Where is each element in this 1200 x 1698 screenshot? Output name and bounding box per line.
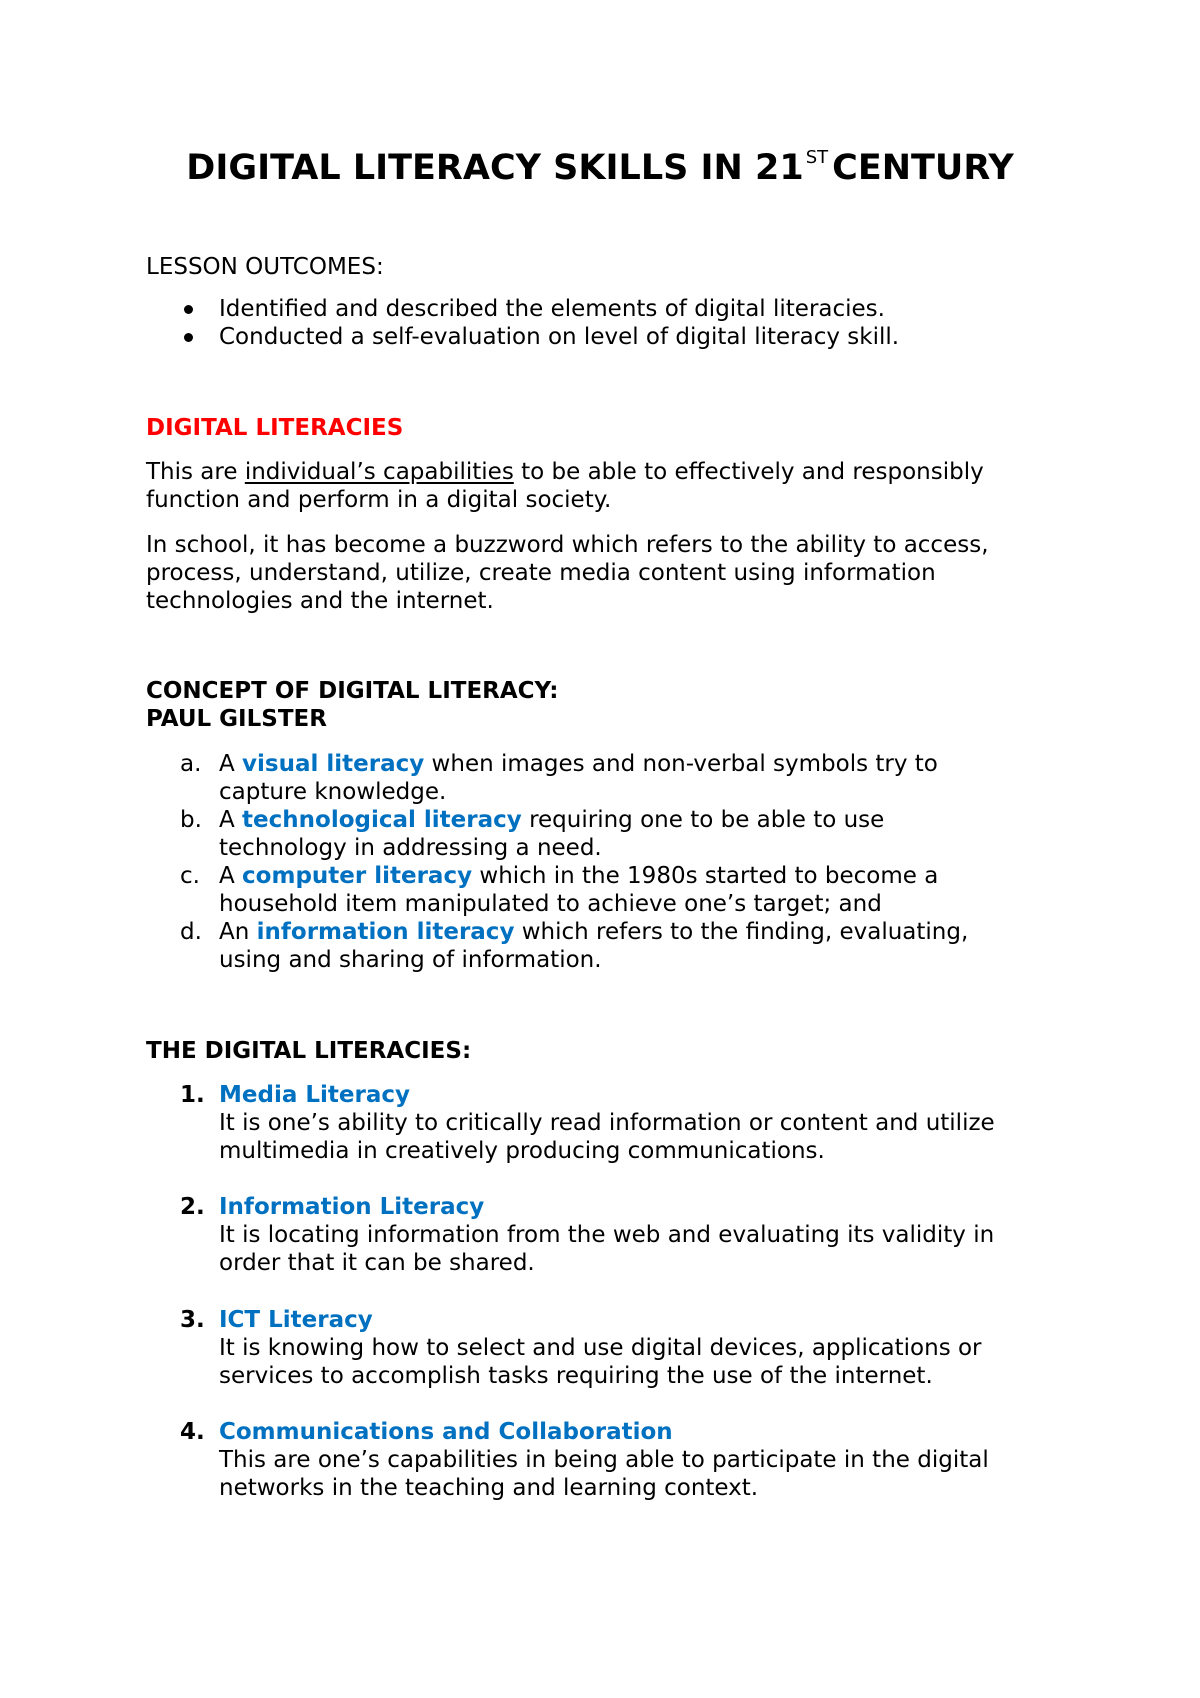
definition-post: to be able to effectively and responsibly — [513, 459, 984, 485]
concept-term: visual literacy — [242, 751, 425, 777]
outcomes-heading: LESSON OUTCOMES: — [146, 254, 384, 280]
outcome-text: Conducted a self-evaluation on level of digital literacy skill. — [219, 324, 900, 350]
concept-item-post: when images and non-verbal symbols try to — [424, 751, 938, 777]
list-marker: d. — [180, 919, 202, 945]
the-digital-literacies-heading: THE DIGITAL LITERACIES: — [146, 1038, 472, 1064]
title-tail: CENTURY — [832, 148, 1014, 188]
definition-paragraph-line2: function and perform in a digital society. — [146, 487, 612, 513]
digital-literacies-heading: DIGITAL LITERACIES — [146, 415, 404, 441]
bullet-icon — [184, 333, 193, 342]
school-paragraph-line1: In school, it has become a buzzword which refers to the ability to access, — [146, 532, 989, 558]
list-marker: 3. — [180, 1307, 205, 1333]
school-paragraph-line3: technologies and the internet. — [146, 588, 494, 614]
definition-pre: This are — [146, 459, 245, 485]
concept-item-line2: capture knowledge. — [219, 779, 447, 805]
concept-item-pre: A — [219, 807, 243, 833]
list-marker: a. — [180, 751, 202, 777]
literacy-title: ICT Literacy — [219, 1307, 373, 1333]
concept-term: computer literacy — [242, 863, 473, 889]
definition-underlined: individual’s capabilities — [244, 459, 514, 485]
bullet-icon — [184, 305, 193, 314]
literacy-description-line1: It is knowing how to select and use digital devices, applications or — [219, 1335, 982, 1361]
literacy-description-line1: It is one’s ability to critically read information or content and utilize — [219, 1110, 995, 1136]
literacy-description-line2: services to accomplish tasks requiring the use of the internet. — [219, 1363, 933, 1389]
concept-author: PAUL GILSTER — [146, 706, 327, 732]
list-marker: c. — [180, 863, 200, 889]
literacy-description-line1: It is locating information from the web and evaluating its validity in — [219, 1222, 995, 1248]
concept-item-post: which in the 1980s started to become a — [472, 863, 939, 889]
list-marker: 4. — [180, 1419, 205, 1445]
concept-item-line2: household item manipulated to achieve one’s target; and — [219, 891, 882, 917]
concept-term: technological literacy — [242, 807, 522, 833]
list-marker: 2. — [180, 1194, 205, 1220]
concept-item-pre: An — [219, 919, 257, 945]
concept-item — [219, 806, 1069, 834]
page-title — [0, 146, 1200, 196]
concept-heading: CONCEPT OF DIGITAL LITERACY: — [146, 678, 559, 704]
literacy-title: Media Literacy — [219, 1082, 410, 1108]
concept-item-line2: technology in addressing a need. — [219, 835, 602, 861]
literacy-description-line2: multimedia in creatively producing communications. — [219, 1138, 825, 1164]
literacy-title: Communications and Collaboration — [219, 1419, 673, 1445]
concept-item-pre: A — [219, 863, 243, 889]
concept-term: information literacy — [256, 919, 515, 945]
school-paragraph-line2: process, understand, utilize, create media content using information — [146, 560, 936, 586]
concept-item-post: which refers to the finding, evaluating, — [514, 919, 969, 945]
definition-paragraph-line1 — [146, 458, 984, 486]
concept-item-line2: using and sharing of information. — [219, 947, 602, 973]
literacy-title: Information Literacy — [219, 1194, 485, 1220]
list-marker: b. — [180, 807, 202, 833]
outcome-text: Identified and described the elements of digital literacies. — [219, 296, 885, 322]
literacy-description-line1: This are one’s capabilities in being able to participate in the digital — [219, 1447, 989, 1473]
concept-item-pre: A — [219, 751, 243, 777]
list-marker: 1. — [180, 1082, 205, 1108]
title-superscript: ST — [805, 147, 829, 168]
concept-item — [219, 862, 1069, 890]
literacy-description-line2: order that it can be shared. — [219, 1250, 535, 1276]
title-main: DIGITAL LITERACY SKILLS IN 21 — [186, 148, 804, 188]
concept-item — [219, 918, 1069, 946]
concept-item-post: requiring one to be able to use — [521, 807, 885, 833]
concept-item — [219, 750, 1069, 778]
literacy-description-line2: networks in the teaching and learning context. — [219, 1475, 759, 1501]
